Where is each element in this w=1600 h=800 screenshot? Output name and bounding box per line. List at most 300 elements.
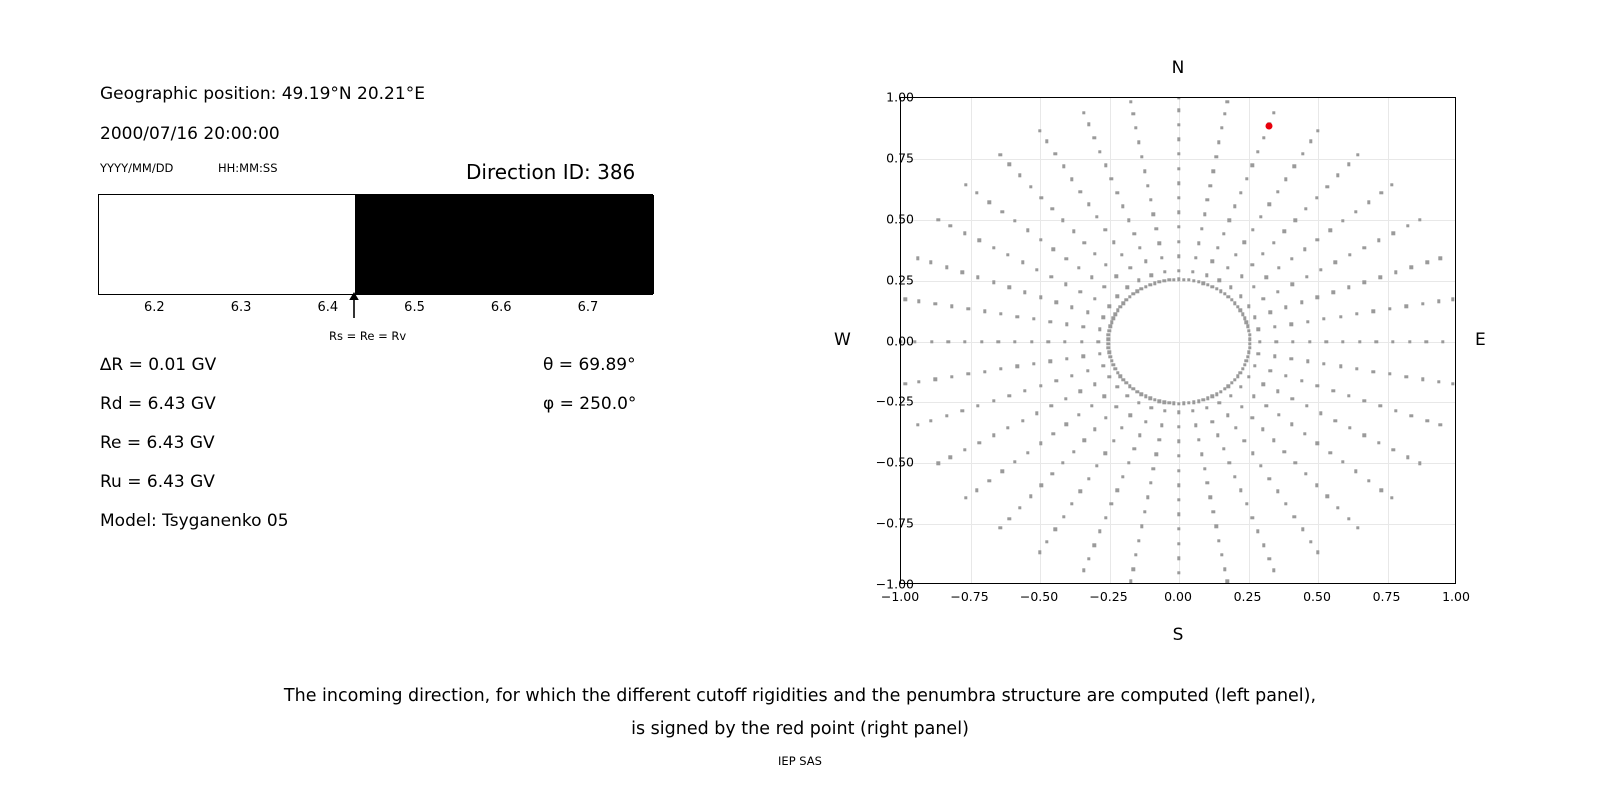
direction-point xyxy=(1205,273,1208,276)
direction-point xyxy=(999,367,1002,370)
scatter-plot-area xyxy=(900,97,1456,584)
x-tick-label: 0.75 xyxy=(1372,589,1401,604)
direction-point xyxy=(1209,184,1212,187)
direction-point xyxy=(1418,218,1421,221)
direction-point xyxy=(1305,404,1308,407)
direction-point xyxy=(1257,352,1260,355)
cutoff-arrow-icon xyxy=(347,292,361,318)
direction-point xyxy=(1223,568,1226,571)
direction-point xyxy=(1138,246,1141,249)
direction-point xyxy=(1347,163,1350,166)
direction-point xyxy=(1214,524,1217,527)
direction-point xyxy=(1107,333,1110,336)
direction-point xyxy=(1306,360,1309,363)
direction-point xyxy=(1104,452,1107,455)
direction-point xyxy=(1032,317,1035,320)
direction-point xyxy=(1316,296,1319,299)
direction-point xyxy=(1243,439,1246,442)
direction-point xyxy=(1211,260,1214,263)
direction-point xyxy=(1029,185,1032,188)
direction-point xyxy=(1410,414,1413,417)
direction-point xyxy=(1356,153,1359,156)
direction-point xyxy=(1026,229,1029,232)
direction-point xyxy=(1405,305,1408,308)
direction-point xyxy=(1211,395,1214,398)
direction-point xyxy=(1341,219,1344,222)
direction-point xyxy=(963,448,966,451)
direction-point xyxy=(1112,363,1115,366)
direction-point xyxy=(1177,269,1180,272)
direction-point xyxy=(1290,257,1293,260)
direction-point xyxy=(1125,381,1128,384)
direction-point xyxy=(947,340,950,343)
direction-point xyxy=(1206,481,1209,484)
direction-point xyxy=(1206,283,1209,286)
direction-point xyxy=(1265,404,1268,407)
direction-point xyxy=(1229,286,1232,289)
direction-point xyxy=(1158,280,1161,283)
y-tick-label: 0.25 xyxy=(886,272,914,288)
gridline-horizontal xyxy=(901,159,1455,160)
direction-point xyxy=(1093,427,1096,430)
direction-point xyxy=(1341,340,1344,343)
direction-point xyxy=(1341,460,1344,463)
gridline-horizontal xyxy=(901,220,1455,221)
direction-point xyxy=(988,479,991,482)
direction-point xyxy=(1322,362,1325,365)
direction-point xyxy=(1277,413,1280,416)
direction-point xyxy=(1172,402,1175,405)
direction-point xyxy=(1077,266,1080,269)
label-south: S xyxy=(1172,625,1184,645)
gridline-horizontal xyxy=(901,524,1455,525)
direction-point xyxy=(1202,281,1205,284)
direction-point xyxy=(1143,170,1146,173)
x-tick-label: 1.00 xyxy=(1442,589,1470,604)
direction-point xyxy=(1077,413,1080,416)
direction-point xyxy=(1425,340,1428,343)
direction-point xyxy=(1328,229,1331,232)
direction-point xyxy=(1018,174,1021,177)
direction-point xyxy=(1243,241,1246,244)
direction-point xyxy=(1301,527,1304,530)
direction-point xyxy=(1035,412,1038,415)
direction-point xyxy=(1455,340,1456,343)
direction-point xyxy=(966,307,969,310)
direction-point xyxy=(1259,215,1262,218)
direction-point xyxy=(1182,278,1185,281)
direction-point xyxy=(1050,472,1053,475)
direction-point xyxy=(1182,402,1185,405)
direction-point xyxy=(1220,553,1223,556)
direction-point xyxy=(1197,399,1200,402)
direction-point xyxy=(917,300,920,303)
direction-point xyxy=(1309,540,1312,543)
direction-point xyxy=(1283,450,1286,453)
direction-point xyxy=(1082,569,1085,572)
direction-point xyxy=(937,462,940,465)
direction-point xyxy=(1119,375,1122,378)
direction-point xyxy=(1202,398,1205,401)
direction-point xyxy=(934,377,937,380)
direction-point xyxy=(1146,496,1149,499)
direction-point xyxy=(1013,340,1016,343)
direction-point xyxy=(1245,177,1248,180)
direction-point xyxy=(1097,340,1100,343)
direction-point xyxy=(1268,557,1271,560)
direction-point xyxy=(1228,219,1231,222)
direction-point xyxy=(1275,340,1278,343)
direction-point xyxy=(1392,231,1395,234)
direction-point xyxy=(1219,290,1222,293)
direction-point xyxy=(1347,286,1350,289)
direction-point xyxy=(1290,283,1293,286)
direction-point xyxy=(1334,261,1337,264)
direction-point xyxy=(1406,224,1409,227)
direction-point xyxy=(1144,260,1147,263)
direction-point xyxy=(1104,516,1107,519)
direction-point xyxy=(1038,551,1041,554)
direction-point xyxy=(1380,191,1383,194)
direction-point xyxy=(1146,184,1149,187)
direction-point xyxy=(930,340,933,343)
direction-point xyxy=(1276,490,1279,493)
geographic-position: Geographic position: 49.19°N 20.21°E xyxy=(100,84,425,104)
direction-point xyxy=(1375,340,1378,343)
direction-point xyxy=(1276,390,1279,393)
penumbra-tick-label: 6.6 xyxy=(490,300,512,315)
direction-point xyxy=(1229,394,1232,397)
direction-point xyxy=(1050,207,1053,210)
direction-point xyxy=(1308,340,1311,343)
direction-point xyxy=(1039,296,1042,299)
direction-point xyxy=(1131,568,1134,571)
direction-point xyxy=(1093,297,1096,300)
direction-point xyxy=(1177,483,1180,486)
direction-point xyxy=(1114,313,1117,316)
footer-credit: IEP SAS xyxy=(778,754,822,768)
direction-point xyxy=(1133,447,1136,450)
direction-point xyxy=(1177,152,1180,155)
direction-point xyxy=(1273,355,1276,358)
direction-point xyxy=(1220,126,1223,129)
direction-point xyxy=(1251,452,1254,455)
date-format-hint: YYYY/MM/DD xyxy=(100,161,174,175)
direction-point xyxy=(1439,257,1442,260)
direction-point xyxy=(1026,451,1029,454)
direction-point xyxy=(1110,359,1113,362)
direction-point xyxy=(1177,571,1180,574)
direction-point xyxy=(1137,141,1140,144)
direction-point xyxy=(1072,230,1075,233)
y-tick-label: −0.75 xyxy=(875,515,914,531)
direction-point xyxy=(1334,419,1337,422)
direction-point xyxy=(1315,196,1318,199)
direction-point xyxy=(1421,377,1424,380)
direction-point xyxy=(1257,328,1260,331)
direction-point xyxy=(1245,359,1248,362)
direction-point xyxy=(1293,219,1296,222)
direction-point xyxy=(1252,395,1255,398)
direction-point xyxy=(1223,387,1226,390)
direction-point xyxy=(1098,530,1101,533)
direction-point xyxy=(1080,340,1083,343)
direction-point xyxy=(1177,225,1180,228)
direction-point xyxy=(1392,448,1395,451)
direction-point xyxy=(1102,364,1105,367)
direction-point xyxy=(1098,150,1101,153)
direction-point xyxy=(950,375,953,378)
direction-point xyxy=(960,271,963,274)
direction-point xyxy=(1262,136,1265,139)
direction-id: Direction ID: 386 xyxy=(466,160,636,184)
direction-point xyxy=(1437,300,1440,303)
direction-point xyxy=(1121,302,1124,305)
direction-point xyxy=(980,340,983,343)
direction-point xyxy=(1326,185,1329,188)
direction-point xyxy=(1243,363,1246,366)
direction-point xyxy=(1251,416,1254,419)
direction-point xyxy=(1177,542,1180,545)
direction-point xyxy=(1272,439,1275,442)
direction-point xyxy=(1177,97,1180,100)
direction-point xyxy=(1378,276,1381,279)
direction-point xyxy=(999,526,1002,529)
direction-point xyxy=(1177,167,1180,170)
direction-point xyxy=(977,441,980,444)
direction-point xyxy=(1158,438,1161,441)
datetime: 2000/07/16 20:00:00 xyxy=(100,124,280,144)
gridline-vertical xyxy=(1040,98,1041,583)
direction-point xyxy=(1363,246,1366,249)
selected-direction-point[interactable] xyxy=(1266,123,1273,130)
direction-point xyxy=(1016,315,1019,318)
direction-point xyxy=(1200,227,1203,230)
direction-point xyxy=(1390,496,1393,499)
direction-point xyxy=(1226,580,1229,583)
x-tick-label: 0.25 xyxy=(1233,589,1262,604)
direction-point xyxy=(1070,374,1073,377)
direction-point xyxy=(1247,375,1250,378)
gridline-vertical xyxy=(1318,98,1319,583)
direction-point xyxy=(1070,306,1073,309)
direction-point xyxy=(1211,420,1214,423)
direction-point xyxy=(1216,246,1219,249)
direction-point xyxy=(976,276,979,279)
direction-point xyxy=(1245,321,1248,324)
direction-point xyxy=(1140,155,1143,158)
direction-point xyxy=(1115,489,1118,492)
direction-point xyxy=(1248,346,1251,349)
direction-point xyxy=(1087,557,1090,560)
caption-line-2: is signed by the red point (right panel) xyxy=(631,719,969,739)
direction-point xyxy=(1054,527,1057,530)
direction-point xyxy=(1039,442,1042,445)
direction-point xyxy=(1212,170,1215,173)
direction-point xyxy=(1265,276,1268,279)
penumbra-tick-label: 6.4 xyxy=(317,300,339,315)
left-panel xyxy=(0,0,760,640)
direction-point xyxy=(1063,340,1066,343)
direction-point xyxy=(1144,395,1147,398)
direction-point xyxy=(1367,479,1370,482)
direction-point xyxy=(1090,404,1093,407)
direction-point xyxy=(1177,182,1180,185)
direction-point xyxy=(1326,495,1329,498)
direction-point xyxy=(1305,275,1308,278)
direction-point xyxy=(1163,279,1166,282)
direction-point xyxy=(1134,553,1137,556)
direction-point xyxy=(1197,438,1200,441)
direction-point xyxy=(1087,477,1090,480)
direction-point xyxy=(1093,252,1096,255)
direction-point xyxy=(1116,309,1119,312)
direction-point xyxy=(1032,362,1035,365)
direction-point xyxy=(1047,340,1050,343)
direction-point xyxy=(1129,266,1132,269)
direction-point xyxy=(1177,469,1180,472)
direction-point xyxy=(966,372,969,375)
right-value-line: θ = 69.89° xyxy=(543,355,636,375)
direction-point xyxy=(1045,139,1048,142)
direction-point xyxy=(1172,278,1175,281)
direction-point xyxy=(1103,395,1106,398)
direction-point xyxy=(1129,100,1132,103)
direction-point xyxy=(1152,467,1155,470)
left-value-line: Ru = 6.43 GV xyxy=(100,472,215,492)
direction-point xyxy=(1125,298,1128,301)
direction-point xyxy=(1316,442,1319,445)
x-tick-label: 0.50 xyxy=(1303,589,1331,604)
left-value-line: ∆R = 0.01 GV xyxy=(100,355,217,375)
direction-point xyxy=(999,312,1002,315)
direction-point xyxy=(1356,526,1359,529)
direction-point xyxy=(1439,423,1442,426)
direction-point xyxy=(1013,460,1016,463)
direction-point xyxy=(1451,298,1454,301)
x-tick-label: −0.25 xyxy=(1089,589,1128,604)
direction-point xyxy=(1391,340,1394,343)
direction-point xyxy=(1268,203,1271,206)
direction-point xyxy=(1177,498,1180,501)
direction-point xyxy=(1206,198,1209,201)
direction-point xyxy=(1233,205,1236,208)
direction-point xyxy=(1206,397,1209,400)
left-value-line: Rd = 6.43 GV xyxy=(100,394,216,414)
direction-point xyxy=(1177,123,1180,126)
direction-point xyxy=(945,414,948,417)
direction-point xyxy=(1127,461,1130,464)
x-tick-label: −1.00 xyxy=(880,589,920,604)
direction-point xyxy=(992,246,995,249)
direction-point xyxy=(1322,317,1325,320)
direction-point xyxy=(1107,375,1110,378)
direction-point xyxy=(988,200,991,203)
direction-point xyxy=(1191,409,1194,412)
direction-point xyxy=(1052,432,1055,435)
direction-point xyxy=(1055,301,1058,304)
x-tick-label: −0.75 xyxy=(950,589,989,604)
direction-point xyxy=(1251,164,1254,167)
direction-point xyxy=(1223,112,1226,115)
direction-point xyxy=(1029,495,1032,498)
direction-point xyxy=(1030,340,1033,343)
direction-point xyxy=(1087,122,1090,125)
direction-point xyxy=(1388,307,1391,310)
direction-point xyxy=(1177,527,1180,530)
direction-point xyxy=(1405,375,1408,378)
direction-point xyxy=(977,239,980,242)
direction-point xyxy=(1079,490,1082,493)
direction-point xyxy=(1251,263,1254,266)
direction-point xyxy=(1316,238,1319,241)
direction-point xyxy=(1177,402,1180,405)
figure-caption xyxy=(0,680,1600,746)
direction-point xyxy=(1227,384,1230,387)
direction-point xyxy=(1137,401,1140,404)
direction-point xyxy=(1187,401,1190,404)
direction-point xyxy=(1001,470,1004,473)
direction-point xyxy=(1107,304,1110,307)
direction-point xyxy=(1197,280,1200,283)
direction-point xyxy=(1158,399,1161,402)
direction-point xyxy=(1325,340,1328,343)
y-tick-label: −0.25 xyxy=(875,393,914,409)
direction-point xyxy=(1259,464,1262,467)
direction-point xyxy=(1098,352,1101,355)
direction-point xyxy=(1268,477,1271,480)
direction-point xyxy=(976,404,979,407)
direction-point xyxy=(1040,196,1043,199)
direction-point xyxy=(1112,241,1115,244)
direction-point xyxy=(1040,483,1043,486)
direction-point xyxy=(1248,342,1251,345)
direction-point xyxy=(1115,405,1118,408)
direction-point xyxy=(992,399,995,402)
direction-point xyxy=(1095,464,1098,467)
direction-point xyxy=(1149,481,1152,484)
direction-point xyxy=(1132,292,1135,295)
direction-point xyxy=(1021,261,1024,264)
direction-point xyxy=(1093,382,1096,385)
direction-point xyxy=(1273,325,1276,328)
direction-point xyxy=(1347,394,1350,397)
direction-point xyxy=(1363,281,1366,284)
direction-point xyxy=(1248,338,1251,341)
direction-point xyxy=(1284,177,1287,180)
direction-point xyxy=(1248,333,1251,336)
direction-point xyxy=(1256,530,1259,533)
direction-point xyxy=(1144,420,1147,423)
direction-point xyxy=(1394,409,1397,412)
direction-point xyxy=(1115,275,1118,278)
direction-point xyxy=(1301,152,1304,155)
direction-point xyxy=(1215,392,1218,395)
direction-point xyxy=(1061,461,1064,464)
direction-point xyxy=(1219,390,1222,393)
direction-point xyxy=(1377,441,1380,444)
direction-point xyxy=(1218,401,1221,404)
direction-point xyxy=(1239,191,1242,194)
direction-point xyxy=(1258,340,1261,343)
direction-point xyxy=(1253,364,1256,367)
penumbra-tick-label: 6.2 xyxy=(144,300,165,315)
left-value-line: Re = 6.43 GV xyxy=(100,433,215,453)
direction-point xyxy=(992,434,995,437)
direction-point xyxy=(1246,325,1249,328)
direction-point xyxy=(975,488,978,491)
direction-point xyxy=(1303,247,1306,250)
